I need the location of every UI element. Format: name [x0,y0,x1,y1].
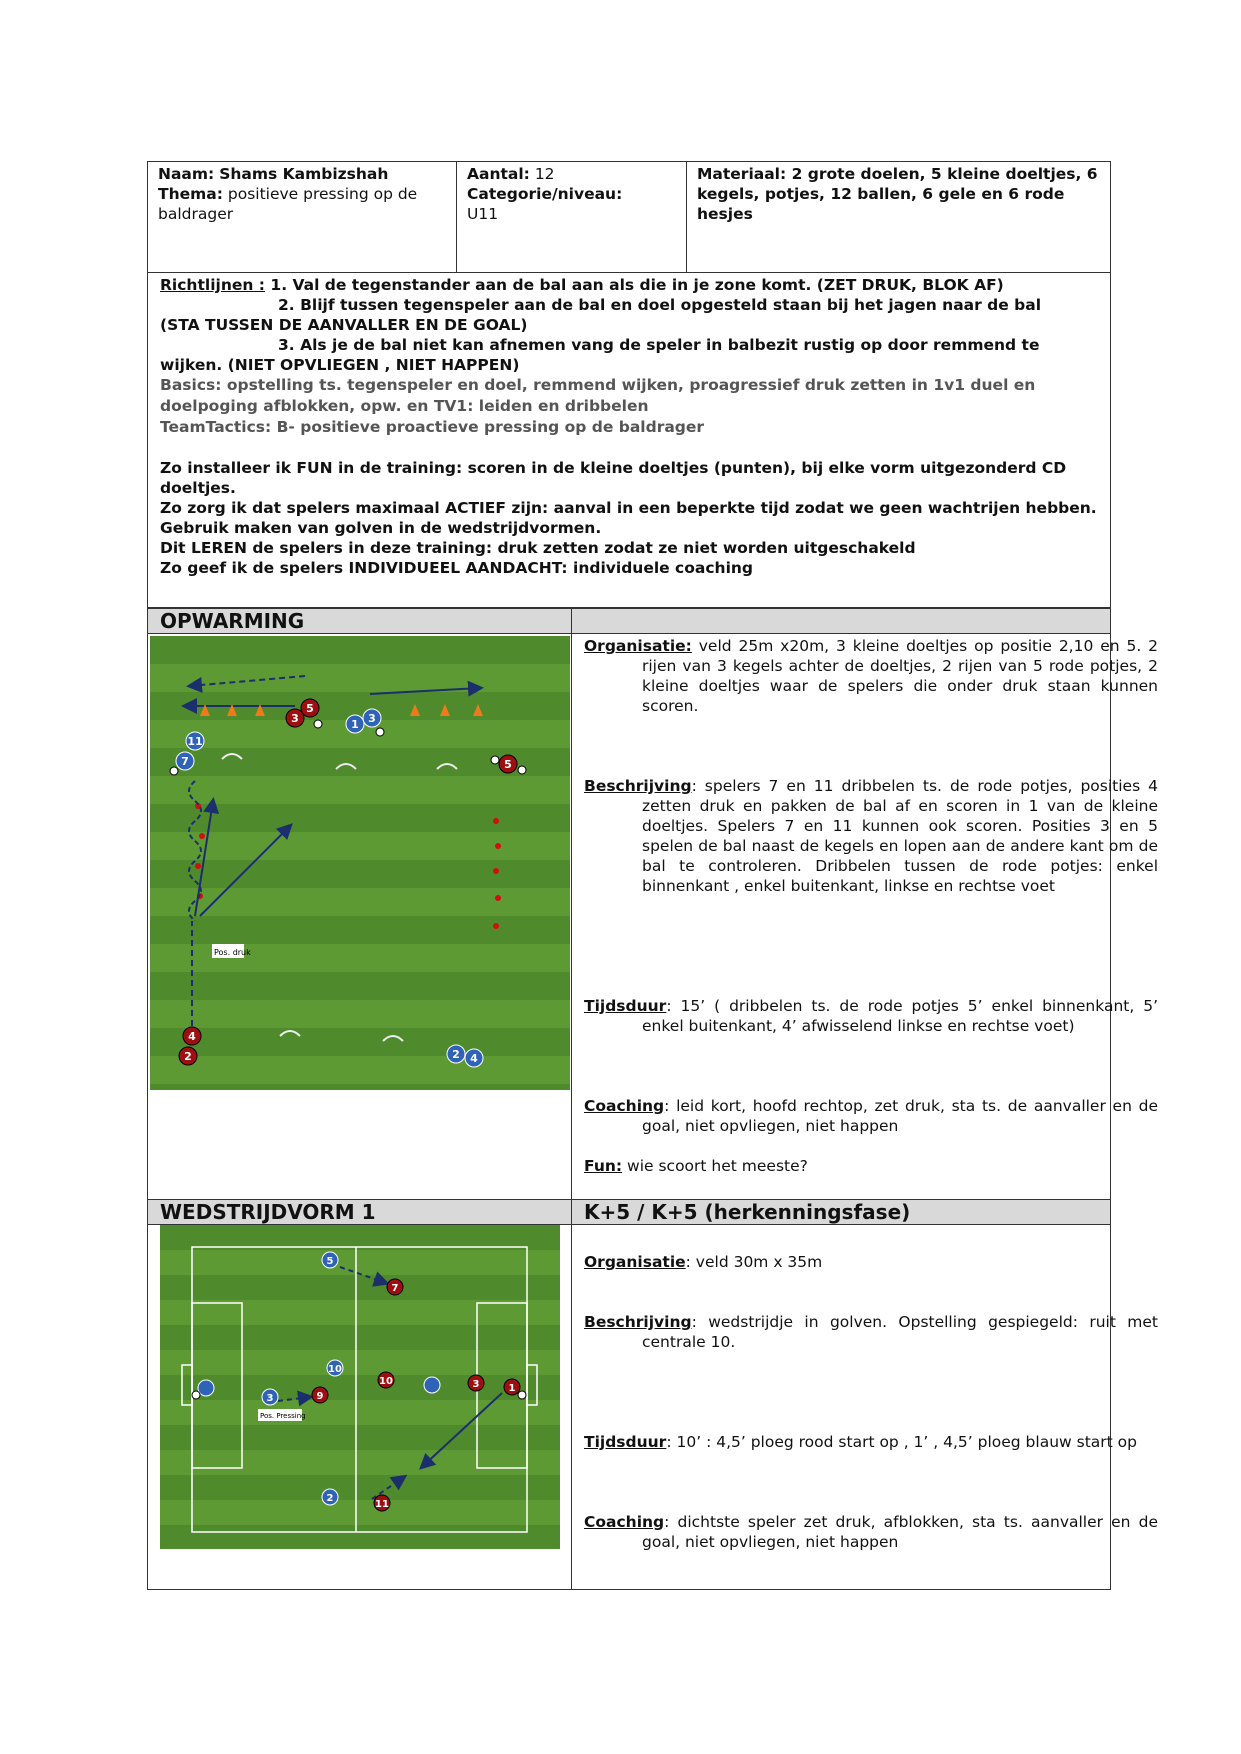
aantal-value: 12 [534,165,555,183]
categorie-label: Categorie/niveau: [467,185,623,203]
svg-text:7: 7 [181,755,189,768]
richtlijnen-line3b: wijken. (NIET OPVLIEGEN , NIET HAPPEN) [160,356,520,374]
svg-text:10: 10 [379,1376,393,1387]
naam-value: Shams Kambizshah [219,165,389,183]
opwarming-header-right [571,608,1111,634]
wedstrijdvorm1-subtitle: K+5 / K+5 (herkenningsfase) [571,1199,1111,1225]
pos-pressing-label: Pos. Pressing [260,1412,306,1420]
wedstrijdvorm1-title: WEDSTRIJDVORM 1 [147,1199,572,1225]
pos-druk-label: Pos. druk [214,948,251,957]
svg-text:9: 9 [316,1391,324,1402]
wedstrijdvorm1-beschrijving: Beschrijving: wedstrijdje in golven. Opstelling gespiegeld: ruit met centrale 10. [584,1313,1158,1351]
svg-text:2: 2 [452,1048,460,1061]
player-blue [322,1489,338,1505]
naam-label: Naam: [158,165,215,183]
svg-text:3: 3 [291,712,299,725]
svg-text:3: 3 [266,1393,274,1404]
opwarming-beschrijving: Beschrijving: spelers 7 en 11 dribbelen ts. de rode potjes, posities 4 zetten druk en pakken de bal af en scoren in 1 van de kleine doeltjes. Spelers 7 en 11 kunnen ook scoren. Posities 3 en 5 spelen de bal naast de kegels en lopen aan de andere kant om de bal te controleren. Dribbelen tussen de rode potjes: enkel binnenkant , enkel buitenkant, linkse en rechtse voet [584,777,1158,895]
materiaal-label: Materiaal: [697,165,787,183]
tijdsduur-label: Tijdsduur [584,997,667,1015]
opwarming-title: OPWARMING [147,608,572,634]
header-cell-naam [147,161,457,273]
beschrijving-label: Beschrijving [584,777,692,795]
wedstrijdvorm1-diagram [160,1225,560,1549]
svg-text:5: 5 [326,1256,334,1267]
player-red [374,1495,390,1511]
basics-text: Basics: opstelling ts. tegenspeler en doel, remmend wijken, proagressief druk zetten in 1v1 duel en doelpoging afblokken, opw. en TV1: leiden en dribbelen [160,376,1036,415]
player-red [499,755,517,773]
player-red [504,1379,520,1395]
aantal-label: Aantal: [467,165,530,183]
richtlijnen-line3a: 3. Als je de bal niet kan afnemen vang de speler in balbezit rustig op door remmend te [278,336,1040,354]
svg-text:3: 3 [368,712,376,725]
aandacht-text: Zo geef ik de spelers INDIVIDUEEL AANDACHT: individuele coaching [160,559,754,577]
materiaal-value: 2 grote doelen, 5 kleine doeltjes, 6 kegels, potjes, 12 ballen, 6 gele en 6 rode hesjes [697,165,1098,223]
svg-text:10: 10 [328,1364,342,1375]
player-red [312,1387,328,1403]
svg-text:11: 11 [187,735,203,748]
wedstrijdvorm1-tijdsduur: Tijdsduur: 10’ : 4,5’ ploeg rood start op , 1’ , 4,5’ ploeg blauw start op [584,1433,1137,1451]
svg-text:5: 5 [504,758,512,771]
richtlijnen-line1: 1. Val de tegenstander aan de bal aan als die in je zone komt. (ZET DRUK, BLOK AF) [270,276,1004,294]
player-blue [327,1360,343,1376]
richtlijnen-block [147,272,1111,608]
organisatie-label: Organisatie: [584,637,692,655]
player-blue [447,1045,465,1063]
actief-text: Zo zorg ik dat spelers maximaal ACTIEF zijn: aanval in een beperkte tijd zodat we geen wachtrijen hebben. Gebruik maken van golven in de wedstrijdvormen. [160,499,1097,537]
player-red [179,1047,197,1065]
coaching-label: Coaching [584,1097,665,1115]
svg-text:4: 4 [188,1030,196,1043]
organisatie-label: Organisatie [584,1253,686,1271]
richtlijnen-label: Richtlijnen : [160,276,265,294]
svg-text:4: 4 [470,1052,478,1065]
beschrijving-label: Beschrijving [584,1313,692,1331]
svg-text:5: 5 [306,702,314,715]
wedstrijdvorm1-organisatie: Organisatie: veld 30m x 35m [584,1253,823,1271]
coaching-label: Coaching [584,1513,665,1531]
svg-text:7: 7 [391,1283,399,1294]
player-red [183,1027,201,1045]
opwarming-tijdsduur: Tijdsduur: 15’ ( dribbelen ts. de rode potjes 5’ enkel binnenkant, 5’ enkel buitenkant, 4’ afwisselend linkse en rechtse voet) [584,997,1158,1035]
thema-label: Thema: [158,185,223,203]
header-table [147,161,1111,273]
svg-text:1: 1 [508,1383,516,1394]
thema-value: positieve pressing op de baldrager [158,185,418,223]
player-red [468,1375,484,1391]
header-cell-materiaal [686,161,1111,273]
fun-text: Zo installeer ik FUN in de training: scoren in de kleine doeltjes (punten), bij elke vorm uitgezonderd CD doeltjes. [160,459,1067,497]
player-blue [346,715,364,733]
player-blue [465,1049,483,1067]
pitch-grass [150,636,570,1090]
svg-text:3: 3 [472,1379,480,1390]
svg-text:1: 1 [351,718,359,731]
opwarming-coaching: Coaching: leid kort, hoofd rechtop, zet druk, sta ts. de aanvaller en de goal, niet opvliegen, niet happen [584,1097,1158,1135]
player-blue [322,1252,338,1268]
player-red [286,709,304,727]
player-blue [262,1389,278,1405]
player-blue [186,732,204,750]
richtlijnen-line2b: (STA TUSSEN DE AANVALLER EN DE GOAL) [160,316,528,334]
richtlijnen-line2a: 2. Blijf tussen tegenspeler aan de bal en doel opgesteld staan bij het jagen naar de bal [278,296,1042,314]
header-cell-aantal [456,161,687,273]
player-blue [363,709,381,727]
opwarming-diagram [150,636,570,1090]
opwarming-fun: Fun: wie scoort het meeste? [584,1157,808,1175]
tijdsduur-label: Tijdsduur [584,1433,667,1451]
wedstrijdvorm1-coaching: Coaching: dichtste speler zet druk, afblokken, sta ts. aanvaller en de goal, niet opvliegen, niet happen [584,1513,1158,1551]
leren-text: Dit LEREN de spelers in deze training: druk zetten zodat ze niet worden uitgeschakeld [160,539,916,557]
svg-text:11: 11 [375,1499,389,1510]
svg-text:2: 2 [184,1050,192,1063]
teamtactics-text: TeamTactics: B- positieve proactieve pressing op de baldrager [160,418,705,436]
svg-text:2: 2 [326,1493,334,1504]
fun-label: Fun: [584,1157,623,1175]
player-red [387,1279,403,1295]
categorie-value: U11 [467,205,499,223]
opwarming-organisatie: Organisatie: veld 25m x20m, 3 kleine doeltjes op positie 2,10 en 5. 2 rijen van 3 kegels achter de doeltjes, 2 rijen van 5 rode potjes, 2 kleine doeltjes waar de spelers die onder druk staan kunnen scoren. [584,637,1158,715]
player-red [378,1372,394,1388]
player-blue [176,752,194,770]
